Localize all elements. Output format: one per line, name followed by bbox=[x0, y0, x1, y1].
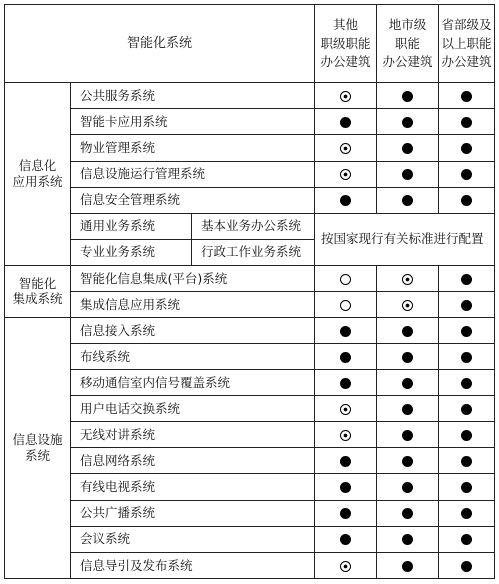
mark-cell bbox=[315, 161, 377, 187]
config-mark-filled bbox=[461, 352, 472, 363]
header-col-other bbox=[315, 5, 377, 83]
table-row bbox=[5, 187, 495, 213]
config-mark-filled bbox=[461, 404, 472, 415]
row-label: 信息设施运行管理系统 bbox=[71, 161, 315, 187]
mark-cell bbox=[439, 370, 495, 396]
row-label: 公共广播系统 bbox=[71, 500, 315, 526]
config-mark-filled bbox=[340, 326, 351, 337]
group-label-info-app bbox=[5, 83, 71, 266]
row-label: 布线系统 bbox=[71, 344, 315, 370]
group-label-line: 应用系统 bbox=[12, 174, 63, 190]
table-row bbox=[5, 265, 495, 291]
mark-cell bbox=[315, 135, 377, 161]
row-label: 集成信息应用系统 bbox=[71, 291, 315, 317]
mark-cell bbox=[315, 317, 377, 343]
mark-cell bbox=[439, 291, 495, 317]
config-mark-filled bbox=[402, 456, 413, 467]
config-mark-hollow bbox=[340, 274, 351, 285]
business-professional-label: 专业业务系统 bbox=[71, 239, 192, 265]
config-mark-filled bbox=[340, 508, 351, 519]
config-mark-filled bbox=[402, 117, 413, 128]
config-mark-filled bbox=[402, 91, 413, 102]
config-mark-filled bbox=[461, 534, 472, 545]
mark-cell bbox=[315, 526, 377, 552]
mark-cell bbox=[377, 370, 439, 396]
header-col-other-line: 其他 bbox=[333, 17, 359, 33]
group-label-integration bbox=[5, 265, 71, 317]
header-col-other-line: 职级职能 bbox=[320, 35, 371, 51]
mark-cell bbox=[439, 265, 495, 291]
mark-cell bbox=[315, 500, 377, 526]
config-mark-hollow bbox=[340, 300, 351, 311]
header-col-province-line: 以上职能 bbox=[441, 35, 492, 51]
mark-cell bbox=[315, 187, 377, 213]
header-col-province-line: 办公建筑 bbox=[441, 53, 492, 69]
mark-cell bbox=[439, 83, 495, 109]
mark-cell bbox=[377, 474, 439, 500]
config-mark-filled bbox=[402, 404, 413, 415]
row-label: 信息导引及发布系统 bbox=[71, 552, 315, 578]
header-col-city bbox=[377, 5, 439, 83]
mark-cell bbox=[315, 265, 377, 291]
mark-cell bbox=[377, 265, 439, 291]
mark-cell bbox=[377, 291, 439, 317]
config-mark-filled bbox=[461, 456, 472, 467]
config-mark-dotted bbox=[340, 169, 351, 180]
table-row bbox=[5, 317, 495, 343]
smart-system-config-table bbox=[4, 4, 495, 579]
mark-cell bbox=[377, 422, 439, 448]
mark-cell bbox=[315, 291, 377, 317]
group-label-line: 系统 bbox=[24, 447, 50, 463]
mark-cell bbox=[439, 526, 495, 552]
config-mark-dotted bbox=[340, 561, 351, 572]
mark-cell bbox=[377, 109, 439, 135]
mark-cell bbox=[439, 344, 495, 370]
table-row bbox=[5, 83, 495, 109]
config-mark-filled bbox=[402, 169, 413, 180]
header-row bbox=[5, 5, 495, 83]
header-col-province-line: 省部级及 bbox=[441, 17, 492, 33]
config-mark-dotted bbox=[340, 91, 351, 102]
row-label: 信息网络系统 bbox=[71, 448, 315, 474]
row-label: 信息接入系统 bbox=[71, 317, 315, 343]
mark-cell bbox=[439, 187, 495, 213]
config-mark-filled bbox=[461, 143, 472, 154]
config-mark-filled bbox=[402, 430, 413, 441]
group-label-line: 集成系统 bbox=[12, 291, 63, 307]
header-category: 智能化系统 bbox=[5, 5, 315, 83]
config-mark-filled bbox=[340, 352, 351, 363]
header-col-city-line: 地市级 bbox=[388, 17, 427, 33]
header-col-province bbox=[439, 5, 495, 83]
row-label: 会议系统 bbox=[71, 526, 315, 552]
config-note: 按国家现行有关标准进行配置 bbox=[315, 213, 495, 265]
mark-cell bbox=[377, 161, 439, 187]
config-mark-filled bbox=[402, 508, 413, 519]
table-row bbox=[5, 396, 495, 422]
business-general-label: 通用业务系统 bbox=[71, 213, 192, 239]
config-mark-dotted bbox=[340, 143, 351, 154]
mark-cell bbox=[377, 396, 439, 422]
mark-cell bbox=[315, 370, 377, 396]
header-col-city-line: 职能 bbox=[395, 35, 421, 51]
row-label: 无线对讲系统 bbox=[71, 422, 315, 448]
table-row bbox=[5, 344, 495, 370]
config-mark-filled bbox=[402, 534, 413, 545]
mark-cell bbox=[439, 135, 495, 161]
config-mark-filled bbox=[402, 378, 413, 389]
table-row bbox=[5, 213, 495, 239]
config-mark-filled bbox=[461, 561, 472, 572]
group-label-line: 信息化 bbox=[18, 158, 57, 174]
mark-cell bbox=[377, 83, 439, 109]
config-mark-filled bbox=[340, 534, 351, 545]
row-label: 智能卡应用系统 bbox=[71, 109, 315, 135]
mark-cell bbox=[377, 500, 439, 526]
config-mark-filled bbox=[461, 91, 472, 102]
config-mark-filled bbox=[402, 561, 413, 572]
table-row bbox=[5, 135, 495, 161]
table-row bbox=[5, 474, 495, 500]
mark-cell bbox=[439, 161, 495, 187]
mark-cell bbox=[315, 448, 377, 474]
mark-cell bbox=[377, 317, 439, 343]
mark-cell bbox=[377, 526, 439, 552]
mark-cell bbox=[315, 422, 377, 448]
row-label: 移动通信室内信号覆盖系统 bbox=[71, 370, 315, 396]
mark-cell bbox=[377, 187, 439, 213]
business-admin-work-label: 行政工作业务系统 bbox=[192, 239, 315, 265]
business-basic-office-label: 基本业务办公系统 bbox=[192, 213, 315, 239]
config-mark-filled bbox=[461, 169, 472, 180]
config-mark-filled bbox=[402, 195, 413, 206]
config-mark-filled bbox=[461, 117, 472, 128]
table-row bbox=[5, 291, 495, 317]
row-label: 信息安全管理系统 bbox=[71, 187, 315, 213]
mark-cell bbox=[439, 448, 495, 474]
config-mark-filled bbox=[461, 482, 472, 493]
table-row bbox=[5, 109, 495, 135]
mark-cell bbox=[315, 396, 377, 422]
config-mark-filled bbox=[461, 300, 472, 311]
mark-cell bbox=[315, 552, 377, 578]
config-mark-filled bbox=[461, 195, 472, 206]
mark-cell bbox=[315, 474, 377, 500]
mark-cell bbox=[377, 448, 439, 474]
config-mark-dotted bbox=[340, 430, 351, 441]
mark-cell bbox=[439, 317, 495, 343]
header-col-other-line: 办公建筑 bbox=[320, 53, 371, 69]
config-mark-filled bbox=[402, 482, 413, 493]
config-mark-filled bbox=[461, 430, 472, 441]
config-mark-filled bbox=[340, 117, 351, 128]
row-label: 用户电话交换系统 bbox=[71, 396, 315, 422]
config-mark-dotted bbox=[402, 300, 413, 311]
header-col-city-line: 办公建筑 bbox=[382, 53, 433, 69]
mark-cell bbox=[439, 552, 495, 578]
mark-cell bbox=[315, 344, 377, 370]
mark-cell bbox=[377, 552, 439, 578]
config-mark-filled bbox=[340, 456, 351, 467]
mark-cell bbox=[439, 109, 495, 135]
row-label: 公共服务系统 bbox=[71, 83, 315, 109]
group-label-line: 智能化 bbox=[18, 275, 57, 291]
config-mark-filled bbox=[340, 482, 351, 493]
config-mark-filled bbox=[402, 143, 413, 154]
mark-cell bbox=[439, 422, 495, 448]
config-mark-filled bbox=[340, 378, 351, 389]
row-label: 智能化信息集成(平台)系统 bbox=[71, 265, 315, 291]
mark-cell bbox=[315, 109, 377, 135]
mark-cell bbox=[439, 500, 495, 526]
table-row bbox=[5, 552, 495, 578]
table-row bbox=[5, 161, 495, 187]
config-mark-filled bbox=[402, 352, 413, 363]
table-row bbox=[5, 370, 495, 396]
mark-cell bbox=[315, 83, 377, 109]
config-mark-filled bbox=[340, 195, 351, 206]
table-row bbox=[5, 422, 495, 448]
config-mark-filled bbox=[461, 378, 472, 389]
config-mark-filled bbox=[402, 326, 413, 337]
mark-cell bbox=[377, 135, 439, 161]
group-label-line: 信息设施 bbox=[12, 432, 63, 448]
mark-cell bbox=[439, 474, 495, 500]
config-mark-filled bbox=[461, 326, 472, 337]
mark-cell bbox=[377, 344, 439, 370]
config-mark-filled bbox=[461, 508, 472, 519]
row-label: 物业管理系统 bbox=[71, 135, 315, 161]
row-label: 有线电视系统 bbox=[71, 474, 315, 500]
mark-cell bbox=[439, 396, 495, 422]
table-row bbox=[5, 526, 495, 552]
config-mark-dotted bbox=[340, 404, 351, 415]
table-row bbox=[5, 500, 495, 526]
config-mark-filled bbox=[461, 274, 472, 285]
config-mark-dotted bbox=[402, 274, 413, 285]
group-label-infrastructure bbox=[5, 317, 71, 578]
table-row bbox=[5, 448, 495, 474]
